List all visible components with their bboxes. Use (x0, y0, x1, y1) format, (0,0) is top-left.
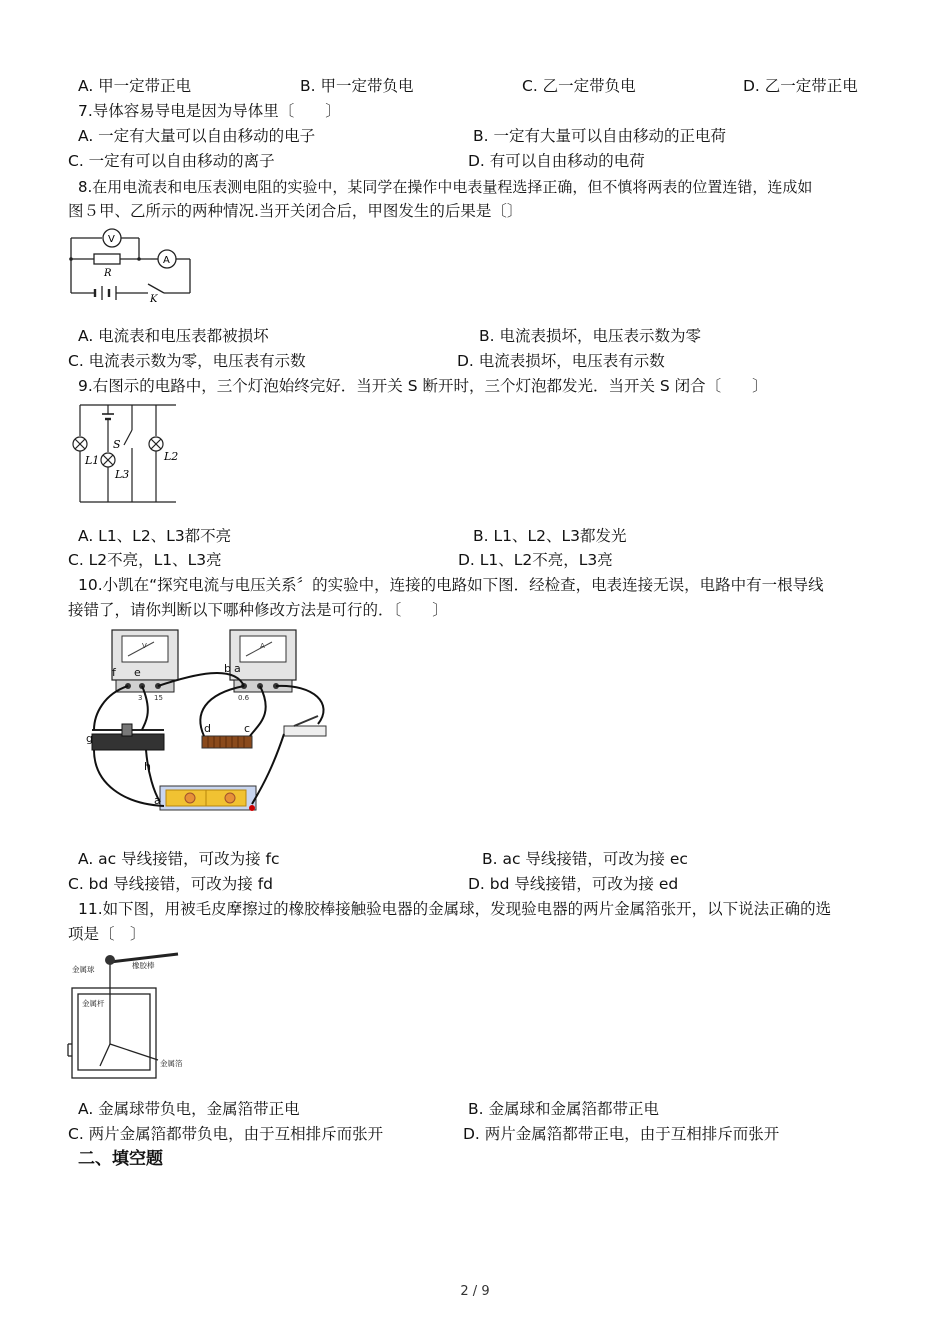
q7-stem: 7.导体容易导电是因为导体里〔 〕 (78, 102, 341, 120)
q6-option-d: D. 乙一定带正电 (743, 77, 858, 95)
q10-scale-15: 15 (154, 694, 163, 702)
q9-option-a: A. L1、L2、L3都不亮 (78, 527, 232, 545)
q7-option-c: C. 一定有可以自由移动的离子 (68, 152, 275, 170)
q9-circuit-figure (70, 400, 186, 508)
q11-option-d: D. 两片金属箔都带正电，由于互相排斥而张开 (463, 1125, 780, 1143)
q10-option-a: A. ac 导线接错，可改为接 fc (78, 850, 280, 868)
q8-circuit-figure (66, 226, 196, 302)
q10-label-f: f (112, 666, 116, 679)
q6-option-c: C. 乙一定带负电 (522, 77, 636, 95)
q11-label-rubber-rod: 橡胶棒 (132, 961, 155, 970)
q7-option-d: D. 有可以自由移动的电荷 (468, 152, 645, 170)
q7-option-b: B. 一定有大量可以自由移动的正电荷 (473, 127, 726, 145)
q10-scale-06: 0.6 (238, 694, 250, 702)
q11-option-c: C. 两片金属箔都带负电，由于互相排斥而张开 (68, 1125, 384, 1143)
q10-label-h: h (144, 760, 151, 773)
q8-stem-line2: 图５甲、乙所示的两种情况.当开关闭合后，甲图发生的后果是〔〕 (68, 202, 523, 220)
q11-label-metal-ball: 金属球 (72, 965, 95, 974)
q10-option-b: B. ac 导线接错，可改为接 ec (482, 850, 688, 868)
q9-l2-label: L2 (164, 450, 179, 463)
q8-option-b: B. 电流表损坏，电压表示数为零 (479, 327, 701, 345)
q10-label-a-top: a (234, 662, 241, 675)
q10-circuit-photo (84, 624, 334, 820)
page-number: 2 / 9 (460, 1284, 490, 1299)
q10-stem-line1: 10.小凯在“探究电流与电压关系〞的实验中，连接的电路如下图．经检查，电表连接无误，电路中有一根导线 (78, 576, 824, 594)
section-fill-in-title: 二、填空题 (78, 1149, 163, 1169)
q9-switch-label: S (113, 438, 121, 451)
q8-ammeter-label: A (163, 255, 170, 266)
q10-stem-line2: 接错了，请你判断以下哪种修改方法是可行的．〔 〕 (68, 601, 448, 619)
q6-option-a: A. 甲一定带正电 (78, 77, 192, 95)
q10-ammeter-letter: A (260, 642, 265, 650)
q10-option-c: C. bd 导线接错，可改为接 fd (68, 875, 274, 893)
q11-label-metal-pole: 金属杆 (82, 999, 105, 1008)
q11-label-metal-foil: 金属箔 (160, 1059, 183, 1068)
q11-option-b: B. 金属球和金属箔都带正电 (468, 1100, 659, 1118)
q10-voltmeter-letter: V (142, 642, 147, 650)
q10-label-c: c (244, 722, 251, 735)
q9-option-d: D. L1、L2不亮，L3亮 (458, 551, 613, 569)
q11-option-a: A. 金属球带负电，金属箔带正电 (78, 1100, 300, 1118)
q8-voltmeter-label: V (108, 234, 115, 245)
q9-option-c: C. L2不亮，L1、L3亮 (68, 551, 222, 569)
q8-option-d: D. 电流表损坏，电压表有示数 (457, 352, 665, 370)
q9-l3-label: L3 (115, 468, 130, 481)
q10-label-b: b (224, 662, 231, 675)
q10-scale-3: 3 (138, 694, 143, 702)
q10-label-a-bottom: a (154, 794, 161, 807)
q11-stem-line2: 项是〔 〕 (68, 925, 146, 943)
q9-stem: 9.右图示的电路中，三个灯泡始终完好．当开关 S 断开时，三个灯泡都发光．当开关 S 闭合〔 〕 (78, 377, 768, 395)
q10-label-g: g (86, 732, 93, 745)
q6-option-b: B. 甲一定带负电 (300, 77, 414, 95)
q10-label-e: e (134, 666, 141, 679)
q11-electroscope-figure (66, 948, 196, 1084)
q10-option-d: D. bd 导线接错，可改为接 ed (468, 875, 679, 893)
q9-option-b: B. L1、L2、L3都发光 (473, 527, 627, 545)
q11-stem-line1: 11.如下图，用被毛皮摩擦过的橡胶棒接触验电器的金属球，发现验电器的两片金属箔张开，以下说法正确的选 (78, 900, 832, 918)
q8-option-c: C. 电流表示数为零，电压表有示数 (68, 352, 306, 370)
q10-label-d: d (204, 722, 211, 735)
q8-stem-line1: 8.在用电流表和电压表测电阻的实验中，某同学在操作中电表量程选择正确，但不慎将两表的位置连错，连成如 (78, 178, 813, 196)
q8-resistor-label: R (104, 268, 112, 279)
q8-option-a: A. 电流表和电压表都被损坏 (78, 327, 269, 345)
q9-l1-label: L1 (85, 454, 100, 467)
q8-switch-label: K (150, 294, 158, 302)
q7-option-a: A. 一定有大量可以自由移动的电子 (78, 127, 316, 145)
